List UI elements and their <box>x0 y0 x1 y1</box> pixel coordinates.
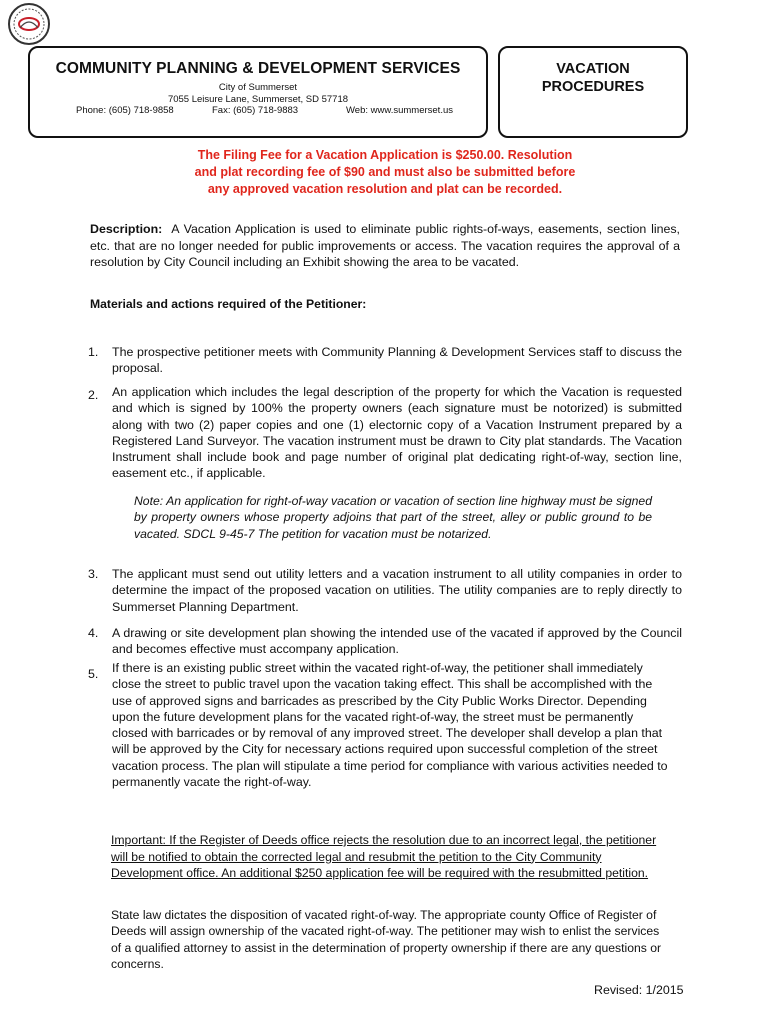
description-label: Description: <box>90 222 163 236</box>
city-address: 7055 Leisure Lane, Summerset, SD 57718 <box>167 94 349 105</box>
fee-line-1: The Filing Fee for a Vacation Application is $250.00. Resolution <box>197 148 573 162</box>
item-number: 3. <box>88 567 99 581</box>
description-text: A Vacation Application is used to eliminate public rights-of-ways, easements, section lines, etc. that are no longer needed for public improvements or access. The vacation requires the approval of a resolution by City Council including an Exhibit showing the area to be vacated. <box>90 222 681 269</box>
phone-number: Phone: (605) 718-9858 <box>76 105 174 116</box>
important-notice: Important: If the Register of Deeds office rejects the resolution due to an incorrect legal, the petitioner will be notified to obtain the corrected legal and resubmit the petition to the City Community Development office. An additional $250 application fee will be required with the resubmitted petition. <box>111 833 657 880</box>
list-item: An application which includes the legal description of the property for which the Vacation is requested and which is signed by 100% the property owners (each signature must be notorized) is submitted along with two (2) paper copies and one (1) electornic copy of a Vacation Instrument prepared by a Registered Land Surveyor. The vacation instrument must be drawn to City plat standards. The Vacation Instrument shall include book and page number of original plat dedicating right-of-way, section line, easement etc., if applicable. <box>112 385 682 481</box>
website: Web: www.summerset.us <box>346 105 453 116</box>
filing-fee-notice <box>150 147 620 198</box>
list-item: The prospective petitioner meets with Community Planning & Development Services staff to discuss the proposal. <box>112 345 682 376</box>
fee-line-3: any approved vacation resolution and plat can be recorded. <box>207 182 563 196</box>
list-item: A drawing or site development plan showing the intended use of the vacated if approved by the Council and becomes effective must accompany application. <box>112 626 682 657</box>
procedure-title-line2: PROCEDURES <box>541 79 645 95</box>
city-seal-logo <box>2 2 56 46</box>
item-number: 5. <box>88 667 99 681</box>
materials-heading: Materials and actions required of the Petitioner: <box>90 297 367 311</box>
procedure-title-line1: VACATION <box>556 61 630 77</box>
fee-line-2: and plat recording fee of $90 and must also be submitted before <box>194 165 576 179</box>
header-box <box>28 46 488 138</box>
list-item: If there is an existing public street within the vacated right-of-way, the petitioner shall immediately close the street to public travel upon the vacation taking effect. This shall be accomplished with the use of approved signs and barricades as prescribed by the City Public Works Director. Depending upon the future development plans for the vacated right-of-way, the street must be permanently closed with barricades or by removal of any improved street. The developer shall develop a plan that will be approved by the City for necessary actions required upon successful completion of the street vacation process. The plan will stipulate a time period for compliance with various activities needed to permanently vacate the right-of-way. <box>112 661 668 790</box>
note-paragraph: Note: An application for right-of-way vacation or vacation of section line highway must be signed by property owners whose property adjoins that part of the street, alley or public ground to be vacated. SDCL 9-45-7 The petition for vacation must be notarized. <box>134 494 652 541</box>
city-name: City of Summerset <box>218 82 298 93</box>
item-number: 4. <box>88 626 99 640</box>
department-title: COMMUNITY PLANNING & DEVELOPMENT SERVICES <box>55 60 461 77</box>
list-item: The applicant must send out utility letters and a vacation instrument to all utility companies in order to determine the impact of the proposed vacation on utilities. The utility companies are to reply directly to Summerset Planning Department. <box>112 567 682 614</box>
state-law-paragraph: State law dictates the disposition of vacated right-of-way. The appropriate county Office of Register of Deeds will assign ownership of the vacated right-of-way. The petitioner may wish to enlist the services of a qualified attorney to assist in the determination of property ownership if there are any questions or concerns. <box>111 908 662 971</box>
item-number: 1. <box>88 345 99 359</box>
item-number: 2. <box>88 388 99 402</box>
revision-date: Revised: 1/2015 <box>594 983 684 997</box>
procedure-title-box <box>498 46 688 138</box>
description-paragraph <box>90 221 680 271</box>
fax-number: Fax: (605) 718-9883 <box>212 105 299 116</box>
